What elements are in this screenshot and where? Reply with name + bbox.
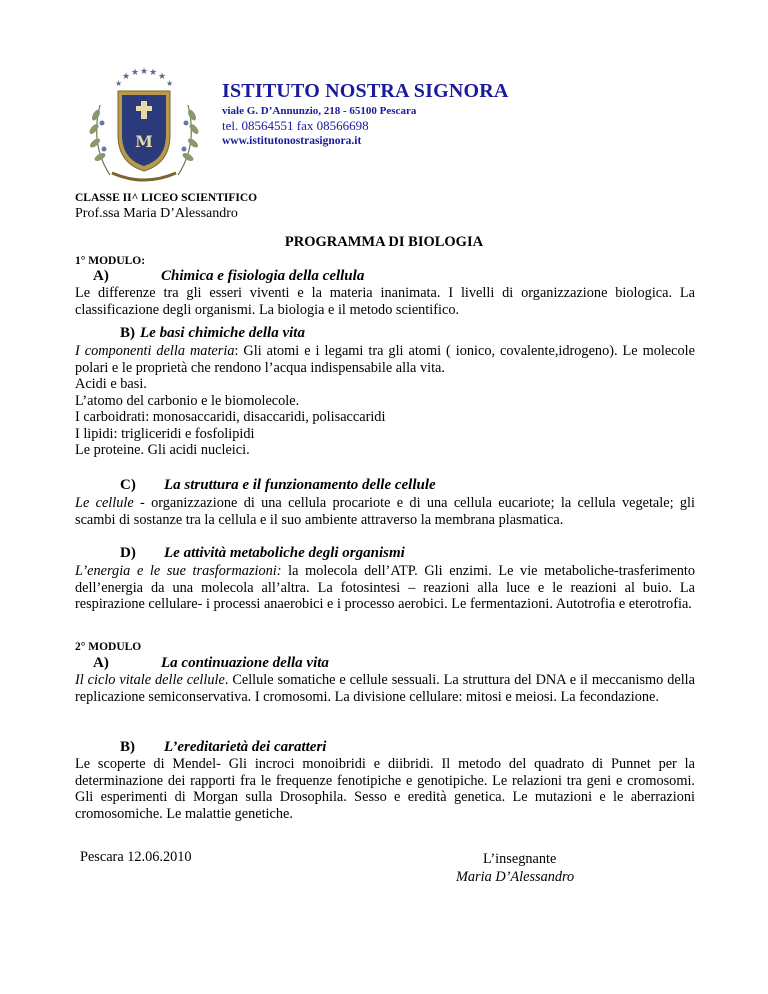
section-title: L’ereditarietà dei caratteri <box>164 739 327 755</box>
module-2-label: 2° MODULO <box>75 641 142 653</box>
svg-text:★: ★ <box>158 72 167 82</box>
list-item: I lipidi: trigliceridi e fosfolipidi <box>75 425 255 442</box>
school-crest-logo <box>82 65 206 191</box>
teacher-name: Prof.ssa Maria D’Alessandro <box>75 206 238 221</box>
module-1-label: 1° MODULO: <box>75 255 146 267</box>
section-1c-body <box>75 495 695 528</box>
section-letter: D) <box>120 545 136 561</box>
svg-text:★: ★ <box>149 68 158 78</box>
list-item: Acidi e basi. <box>75 376 147 392</box>
section-lead: Le cellule <box>75 495 134 511</box>
class-info: CLASSE II^ LICEO SCIENTIFICO <box>75 192 258 204</box>
program-title: PROGRAMMA DI BIOLOGIA <box>284 234 484 250</box>
svg-text:★: ★ <box>122 72 131 82</box>
signature-name: Maria D’Alessandro <box>456 869 575 885</box>
section-1b-body <box>75 343 695 376</box>
svg-text:★: ★ <box>115 79 123 88</box>
section-1a-heading <box>93 268 364 285</box>
section-letter: A) <box>93 268 109 284</box>
section-2a-heading <box>93 655 329 672</box>
section-1b-list <box>75 376 695 459</box>
section-title: La continuazione della vita <box>161 655 329 671</box>
svg-text:★: ★ <box>166 79 174 88</box>
section-title: La struttura e il funzionamento delle cellule <box>164 477 436 493</box>
section-text: . Cellule somatiche e cellule sessuali. La struttura del DNA e il meccanismo della replicazione semiconservativa. I cromosomi. La divisione cellulare: mitosi e meiosi. La fecondazione. <box>75 672 695 705</box>
section-letter: A) <box>93 655 109 671</box>
section-letter: B) <box>120 739 135 755</box>
section-1c-heading <box>120 477 436 494</box>
section-1a-body: Le differenze tra gli esseri viventi e la materia inanimata. I livelli di organizzazione biologica. La classificazione degli organismi. La biologia e il metodo scientifico. <box>75 285 695 318</box>
section-title: Le basi chimiche della vita <box>140 325 305 341</box>
signature-label: L’insegnante <box>483 851 557 867</box>
section-letter: B) <box>120 325 135 341</box>
section-2a-body <box>75 672 695 705</box>
section-text: la molecola dell’ATP. Gli enzimi. Le vie metaboliche-trasferimento dell’energia da una molecola all’altra. La fotosintesi – reazioni alla luce e le reazioni al buio. La respirazione cellulare- i processi anaerobici e i processo aerobici. Le fermentazioni. Autotrofia e eterotrofia. <box>75 563 695 613</box>
svg-text:★: ★ <box>140 67 149 77</box>
institute-name: ISTITUTO NOSTRA SIGNORA <box>222 80 509 102</box>
section-title: Chimica e fisiologia della cellula <box>161 268 365 284</box>
section-text: : Gli atomi e i legami tra gli atomi ( ionico, covalente,idrogeno). Le molecole polari e le proprietà che rendono l’acqua indispensabile alla vita. <box>75 343 695 376</box>
list-item: I carboidrati: monosaccaridi, disaccaridi, polisaccaridi <box>75 409 386 426</box>
school-header <box>222 80 509 147</box>
section-1d-body <box>75 563 695 613</box>
list-item: L’atomo del carbonio e le biomolecole. <box>75 392 300 409</box>
section-lead: L’energia e le sue trasformazioni: <box>75 563 282 579</box>
section-text: - organizzazione di una cellula procariote e di una cellula eucariote; la cellula vegetale; gli scambi di sostanze tra la cellula e il suo ambiente attraverso la membrana plasmatica. <box>75 495 695 528</box>
institute-address: viale G. D’Annunzio, 218 - 65100 Pescara <box>222 105 417 117</box>
section-lead: Il ciclo vitale delle cellule <box>75 672 225 688</box>
list-item: Le proteine. Gli acidi nucleici. <box>75 442 250 459</box>
section-2b-body: Le scoperte di Mendel- Gli incroci monoibridi e diibridi. Il metodo del quadrato di Punnet per la determinazione dei rapporti fra le frequenze fenotipiche e genotipiche. Le relazioni tra geni e cromosomi. Gli esperimenti di Morgan sulla Drosophila. Sesso e eredità genetica. Le mutazioni e le aberrazioni cromosomiche. Le malattie genetiche. <box>75 756 695 822</box>
place-and-date: Pescara 12.06.2010 <box>80 849 192 865</box>
section-2b-heading <box>120 739 326 756</box>
institute-website[interactable]: www.istitutonostrasignora.it <box>222 135 362 147</box>
svg-text:M: M <box>135 132 153 151</box>
section-title: Le attività metaboliche degli organismi <box>164 545 405 561</box>
institute-phone: tel. 08564551 fax 08566698 <box>222 118 369 133</box>
section-lead: I componenti della materia <box>75 343 235 359</box>
section-1d-heading <box>120 545 405 562</box>
svg-text:★: ★ <box>131 68 140 78</box>
section-1b-heading <box>120 325 305 342</box>
section-letter: C) <box>120 477 136 493</box>
